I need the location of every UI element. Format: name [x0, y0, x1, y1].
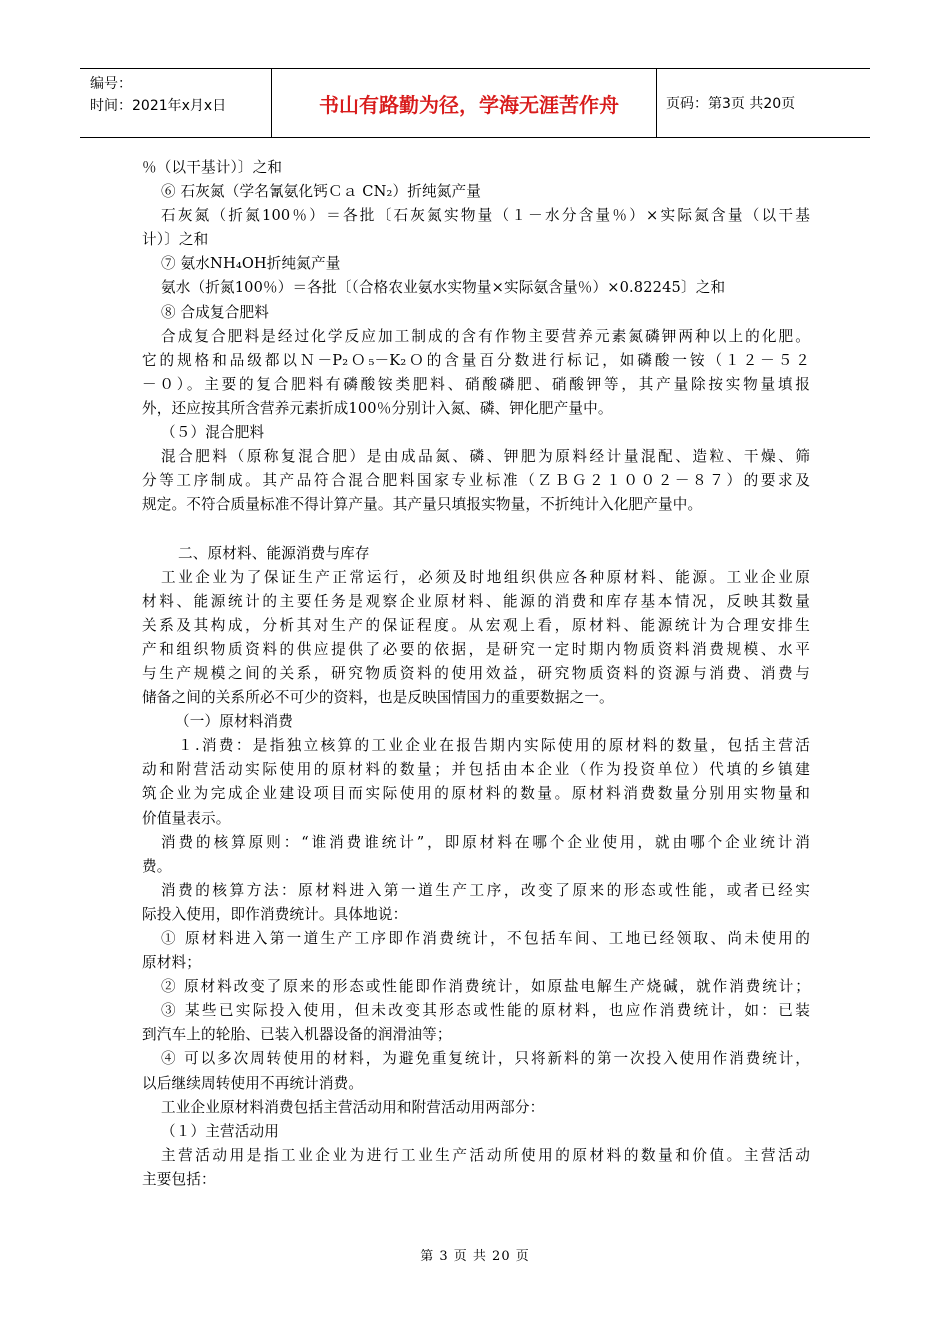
header-divider: [656, 69, 657, 137]
header-page-info: 页码：第3页 共20页: [666, 96, 796, 112]
text-line: －０）。主要的复合肥料有磷酸铵类肥料、硝酸磷肥、硝酸钾等，其产量除按实物量填报: [142, 375, 810, 393]
text-line: 分等工序制成。其产品符合混合肥料国家专业标准（ＺＢＧ２１００２－８７）的要求及: [142, 472, 810, 490]
header-meta: [90, 73, 226, 117]
text-line: １.消费：是指独立核算的工业企业在报告期内实际使用的原材料的数量，包括主营活: [178, 737, 810, 755]
text-line: ④ 可以多次周转使用的材料，为避免重复统计，只将新料的第一次投入使用作消费统计，: [161, 1050, 810, 1068]
text-line: 际投入使用，即作消费统计。具体地说：: [142, 905, 408, 923]
header-motto: 书山有路勤为径，学海无涯苦作舟: [319, 92, 619, 117]
text-line: ⑦ 氨水NH₄OH折纯氮产量: [161, 255, 341, 273]
text-line: 动和附营活动实际使用的原材料的数量；并包括由本企业（作为投资单位）代填的乡镇建: [142, 761, 810, 779]
text-line: 关系及其构成，分析其对生产的保证程度。从宏观上看，原材料、能源统计为合理安排生: [142, 616, 810, 634]
text-line: ② 原材料改变了原来的形态或性能即作消费统计，如原盐电解生产烧碱，就作消费统计；: [161, 978, 810, 996]
header-divider: [271, 69, 272, 137]
text-line: 合成复合肥料是经过化学反应加工制成的含有作物主要营养元素氮磷钾两种以上的化肥。: [161, 327, 810, 345]
text-line: 主要包括：: [142, 1170, 216, 1188]
document-time-label: 时间：2021年x月x日: [90, 98, 227, 114]
text-line: 主营活动用是指工业企业为进行工业生产活动所使用的原材料的数量和价值。主营活动: [161, 1146, 810, 1164]
text-line: 产和组织物质资料的供应提供了必要的依据，是研究一定时期内物质资料消费规模、水平: [142, 640, 810, 658]
text-line: 费。: [142, 857, 172, 875]
blank-line: [142, 517, 810, 541]
text-line: 它的规格和品级都以Ｎ－P₂Ｏ₅－K₂Ｏ的含量百分数进行标记，如磷酸一铵（１２－５２: [142, 351, 810, 369]
text-line: ③ 某些已实际投入使用，但未改变其形态或性能的原材料，也应作消费统计，如：已装: [161, 1002, 810, 1020]
text-line: ⑥ 石灰氮（学名氰氨化钙Ｃａ CN₂）折纯氮产量: [161, 183, 481, 201]
page-footer-number: 第 3 页 共 20 页: [420, 1249, 530, 1264]
text-line: ⑧ 合成复合肥料: [161, 303, 269, 321]
text-line: 规定。不符合质量标准不得计算产量。其产量只填报实物量，不折纯计入化肥产量中。: [142, 496, 703, 514]
text-line: 与生产规模之间的关系，研究物质资料的使用效益，研究物质资料的资源与消费、消费与: [142, 664, 810, 682]
text-line: ① 原材料进入第一道生产工序即作消费统计，不包括车间、工地已经领取、尚未使用的: [161, 930, 810, 947]
text-line: （一）原材料消费: [175, 713, 293, 731]
text-line: 价值量表示。: [142, 809, 231, 827]
text-line: 二、原材料、能源消费与库存: [178, 544, 370, 562]
text-line: 消费的核算原则：“谁消费谁统计”，即原材料在哪个企业使用，就由哪个企业统计消: [161, 833, 810, 851]
text-line: ％（以干基计）〕之和: [142, 159, 283, 176]
text-line: 储备之间的关系所必不可少的资料，也是反映国情国力的重要数据之一。: [142, 689, 614, 707]
text-line: 外，还应按其所含营养元素折成100％分别计入氮、磷、钾化肥产量中。: [142, 399, 613, 417]
text-line: 筑企业为完成企业建设项目而实际使用的原材料的数量。原材料消费数量分别用实物量和: [142, 785, 810, 803]
text-line: 氨水（折氮100％）＝各批〔（合格农业氨水实物量×实际氨含量％）×0.82245〕之和: [161, 279, 726, 297]
document-number-label: 编号：: [90, 76, 132, 92]
text-line: （５）混合肥料: [161, 424, 265, 442]
text-line: 消费的核算方法：原材料进入第一道生产工序，改变了原来的形态或性能，或者已经实: [161, 881, 810, 899]
text-line: （１）主营活动用: [161, 1122, 279, 1140]
text-line: 以后继续周转使用不再统计消费。: [142, 1074, 364, 1092]
document-body: [142, 156, 810, 1192]
text-line: 工业企业为了保证生产正常运行，必须及时地组织供应各种原材料、能源。工业企业原: [161, 568, 810, 586]
text-line: 计）〕之和: [142, 231, 209, 249]
text-line: 到汽车上的轮胎、已装入机器设备的润滑油等；: [142, 1026, 452, 1044]
text-line: 混合肥料（原称复混合肥）是由成品氮、磷、钾肥为原料经计量混配、造粒、干燥、筛: [161, 448, 810, 466]
text-line: 原材料；: [142, 954, 201, 972]
text-line: 工业企业原材料消费包括主营活动用和附营活动用两部分：: [161, 1098, 545, 1116]
text-line: 材料、能源统计的主要任务是观察企业原材料、能源的消费和库存基本情况，反映其数量: [142, 592, 810, 610]
page-header: [80, 68, 870, 138]
text-line: 石灰氮（折氮100％）＝各批〔石灰氮实物量（１－水分含量％）×实际氮含量（以干基: [161, 207, 810, 225]
